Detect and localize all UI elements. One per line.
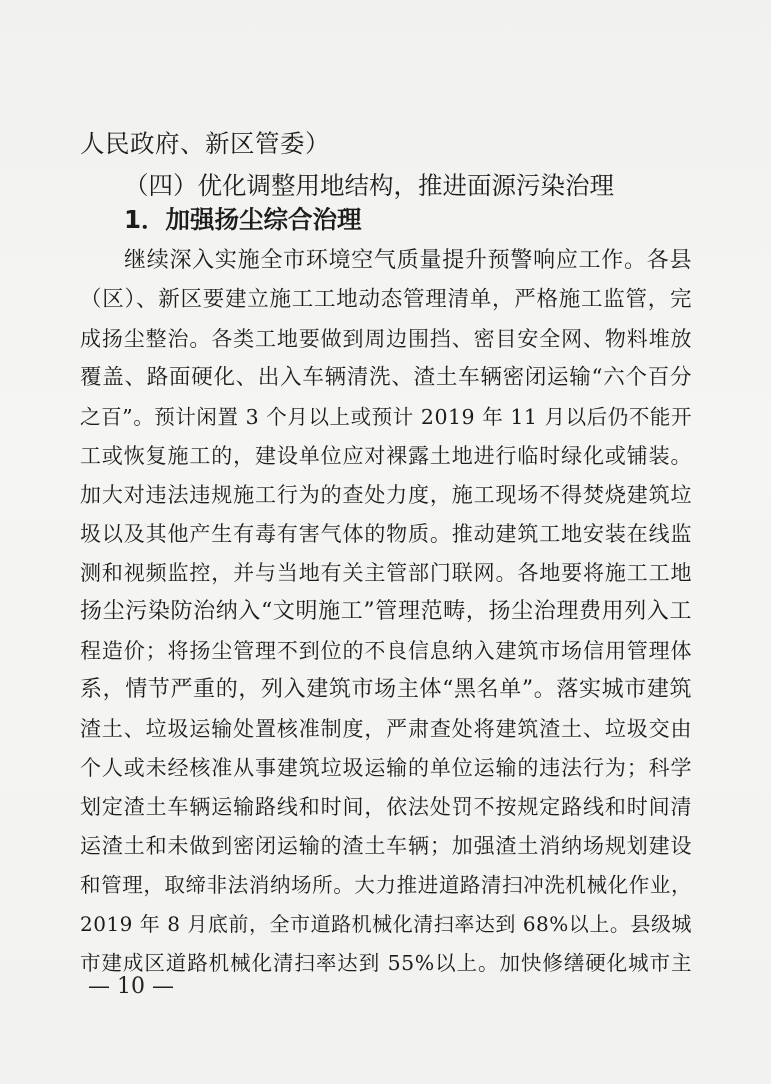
paragraph-line: 市建成区道路机械化清扫率达到 55%以上。加快修缮硬化城市主 bbox=[80, 951, 692, 975]
paragraph-line: 程造价；将扬尘管理不到位的不良信息纳入建筑市场信用管理体 bbox=[80, 639, 692, 663]
subsection-heading: 1．加强扬尘综合治理 bbox=[124, 205, 362, 234]
paragraph-line: 覆盖、路面硬化、出入车辆清洗、渣土车辆密闭运输“六个百分 bbox=[80, 365, 692, 390]
paragraph-line: 工或恢复施工的，建设单位应对裸露土地进行临时绿化或铺装。 bbox=[80, 444, 692, 468]
paragraph-line: 和管理，取缔非法消纳场所。大力推进道路清扫冲洗机械化作业， bbox=[80, 873, 692, 897]
paragraph-line: 个人或未经核准从事建筑垃圾运输的单位运输的违法行为；科学 bbox=[80, 756, 692, 780]
paragraph-line: 渣土、垃圾运输处置核准制度，严肃查处将建筑渣土、垃圾交由 bbox=[80, 717, 692, 741]
paragraph-line: 系，情节严重的，列入建筑市场主体“黑名单”。落实城市建筑 bbox=[80, 677, 692, 702]
paragraph-line: 测和视频监控，并与当地有关主管部门联网。各地要将施工工地 bbox=[80, 561, 692, 585]
paragraph-line: 加大对违法违规施工行为的查处力度，施工现场不得焚烧建筑垃 bbox=[80, 483, 692, 507]
paragraph-line: 扬尘污染防治纳入“文明施工”管理范畴，扬尘治理费用列入工 bbox=[80, 599, 692, 624]
paragraph-line: 运渣土和未做到密闭运输的渣土车辆；加强渣土消纳场规划建设 bbox=[80, 834, 692, 858]
section-heading: （四）优化调整用地结构，推进面源污染治理 bbox=[124, 171, 614, 200]
page-number: — 10 — bbox=[88, 974, 174, 999]
paragraph-line: 2019 年 8 月底前，全市道路机械化清扫率达到 68%以上。县级城 bbox=[80, 912, 692, 936]
paragraph-line: 人民政府、新区管委） bbox=[80, 129, 330, 158]
paragraph-line: 成扬尘整治。各类工地要做到周边围挡、密目安全网、物料堆放 bbox=[80, 327, 692, 351]
paragraph-line: 之百”。预计闲置 3 个月以上或预计 2019 年 11 月以后仍不能开 bbox=[80, 405, 692, 429]
paragraph-line: 划定渣土车辆运输路线和时间，依法处罚不按规定路线和时间清 bbox=[80, 795, 692, 819]
paragraph-line: 继续深入实施全市环境空气质量提升预警响应工作。各县 bbox=[124, 248, 692, 273]
paragraph-line: 圾以及其他产生有毒有害气体的物质。推动建筑工地安装在线监 bbox=[80, 522, 692, 546]
paragraph-line: （区）、新区要建立施工工地动态管理清单，严格施工监管，完 bbox=[80, 287, 692, 312]
